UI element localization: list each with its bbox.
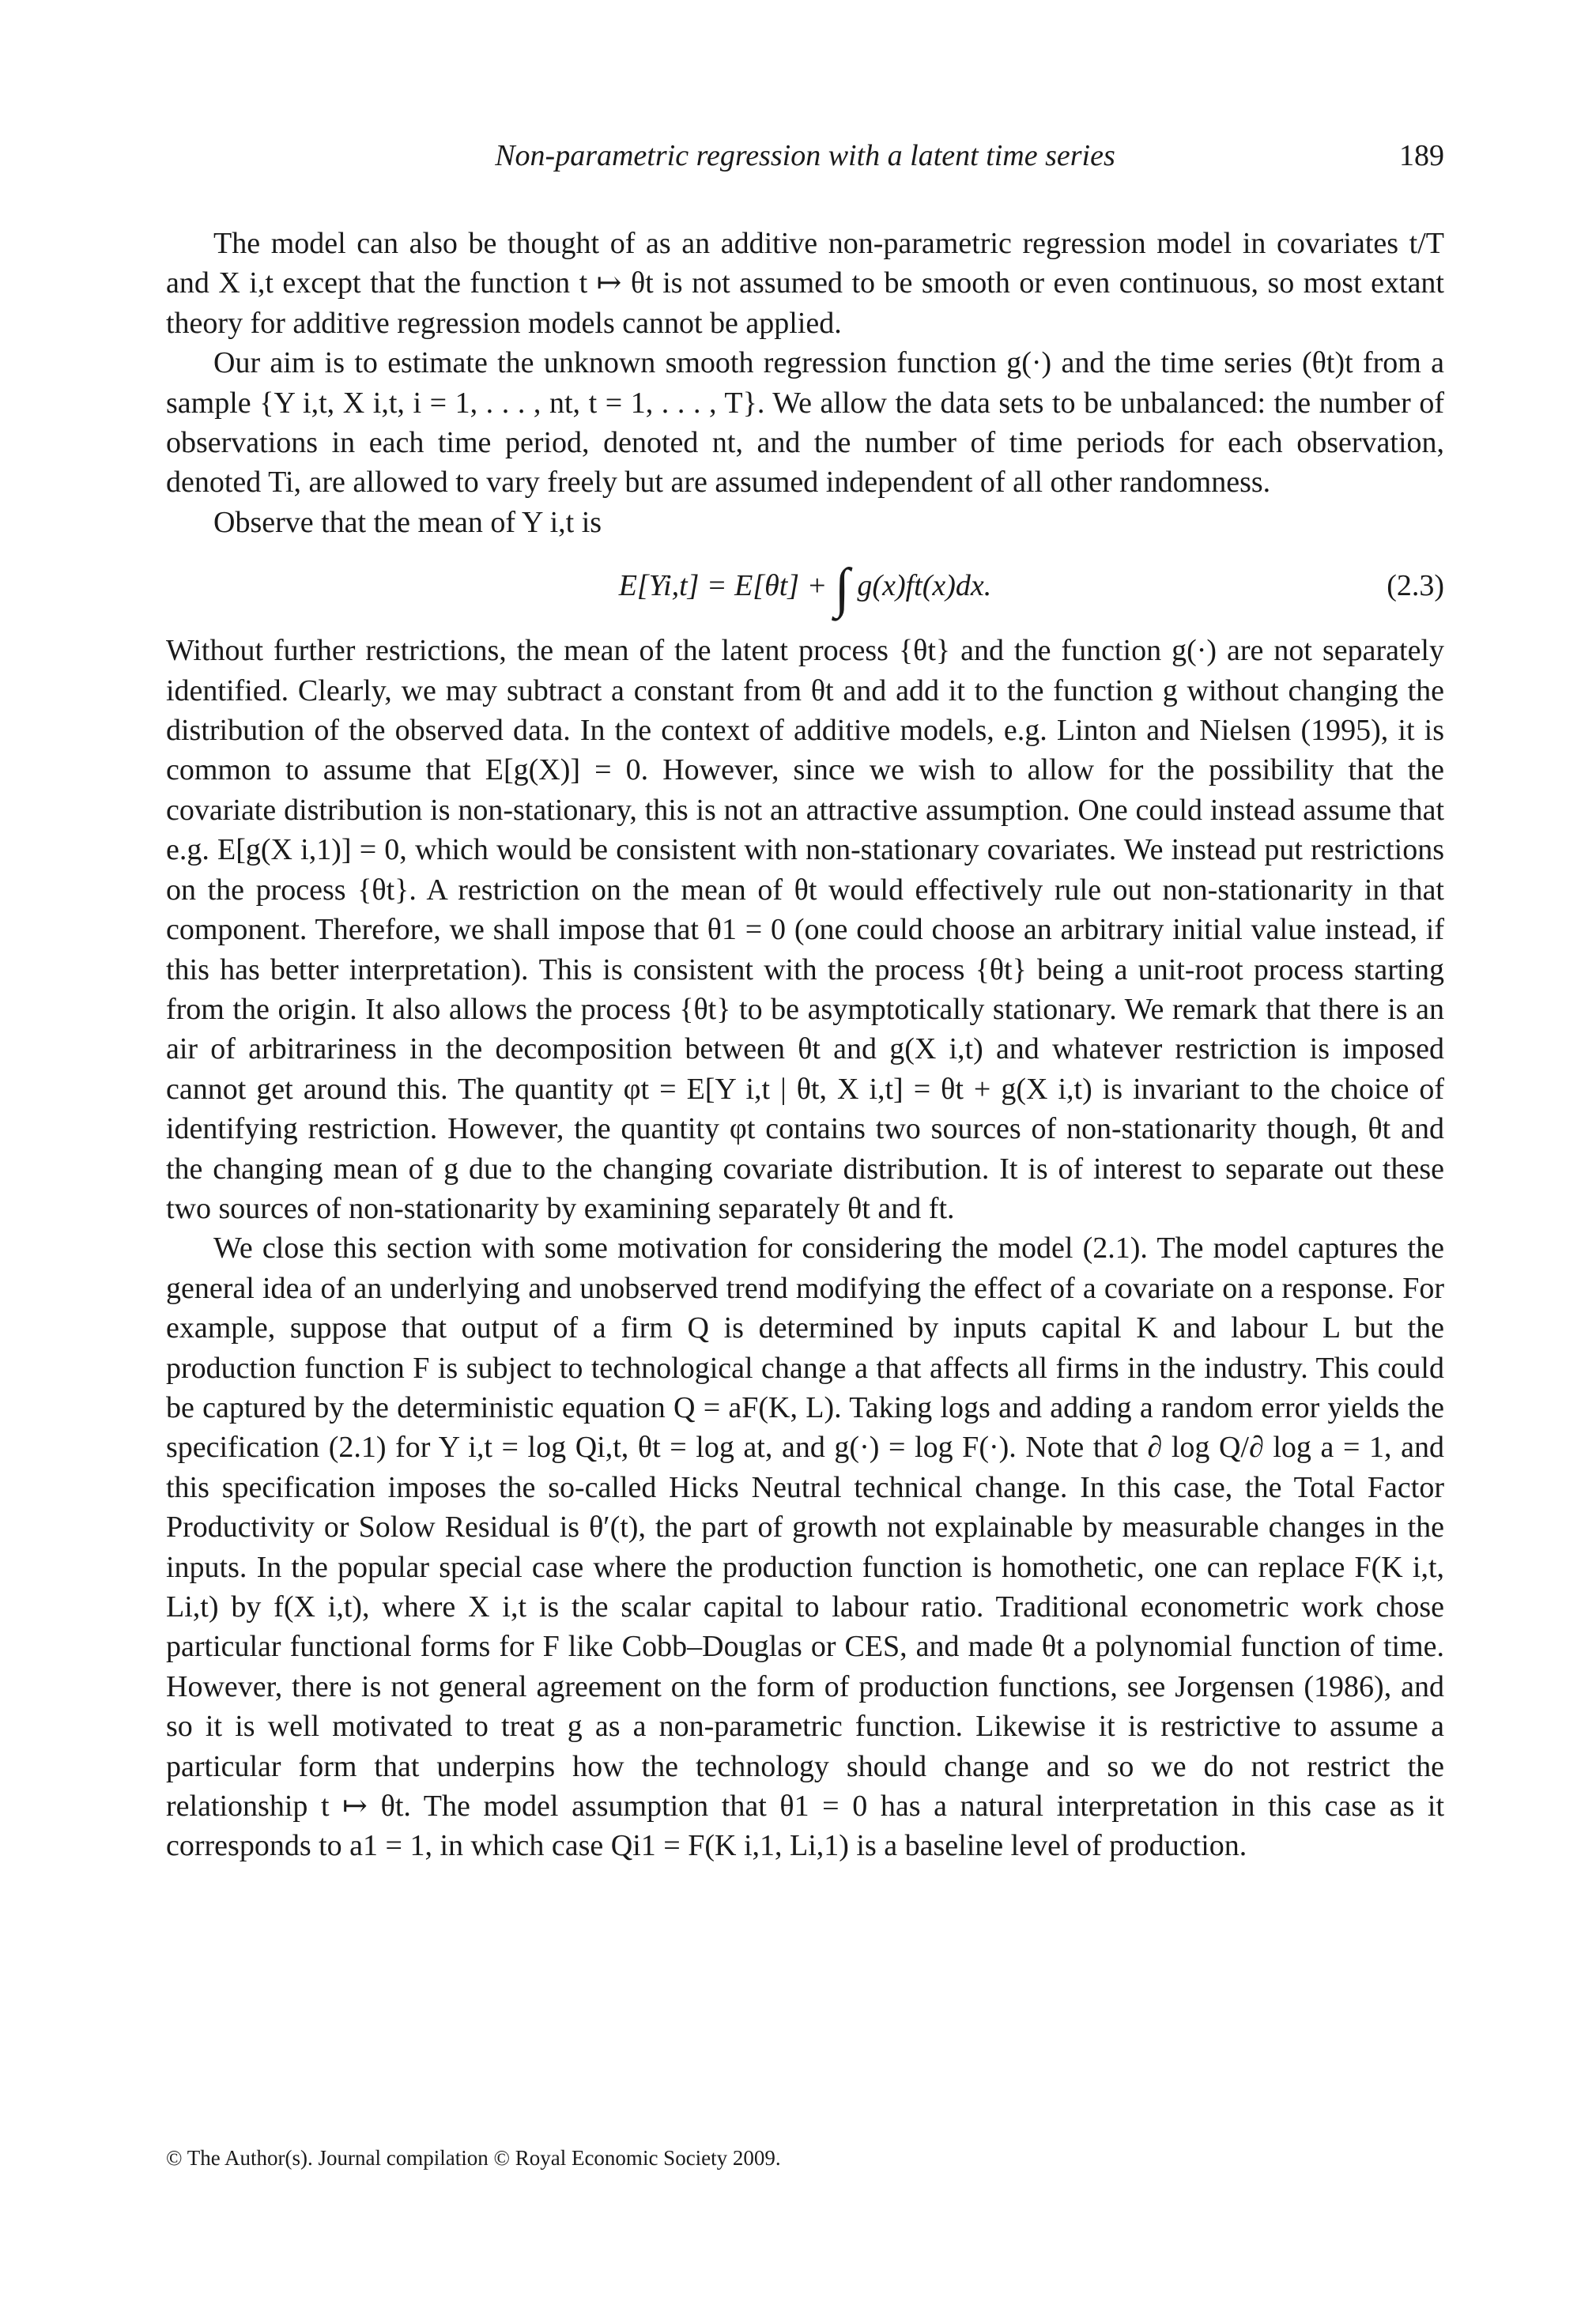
equation-right: g(x)ft(x)dx. [857, 569, 992, 603]
equation-left: E[Yi,t] = E[θt] + [618, 569, 828, 603]
running-title: Non-parametric regression with a latent time series [495, 139, 1115, 172]
paragraph-aim: Our aim is to estimate the unknown smooth regression function g(·) and the time series (θt)t from a sample {Y i,t, X i,t, i = 1, . . . , nt, t = 1, . . . , T}. We allow the data sets to be unbalanced: the number of observations in each time period, denoted nt, and the number of time periods for each observation, denoted Ti, are allowed to vary freely but are assumed independent of all other randomness. [166, 346, 1444, 500]
equation-number: (2.3) [1387, 569, 1444, 603]
paragraph-observe-mean: Observe that the mean of Y i,t is [213, 505, 602, 539]
article-body [166, 224, 1444, 1866]
page-number: 189 [1399, 139, 1444, 172]
paragraph-additive-model: The model can also be thought of as an additive non-parametric regression model in covariates t/T and X i,t except that the function t ↦ θt is not assumed to be smooth or even continuous, so most extant theory for additive regression models cannot be applied. [166, 227, 1444, 340]
paragraph-motivation: We close this section with some motivation for considering the model (2.1). The model captures the general idea of an underlying and unobserved trend modifying the effect of a covariate on a response. For example, suppose that output of a firm Q is determined by inputs capital K and labour L but the production function F is subject to technological change a that affects all firms in the industry. This could be captured by the deterministic equation Q = aF(K, L). Taking logs and adding a random error yields the specification (2.1) for Y i,t = log Qi,t, θt = log at, and g(·) = log F(·). Note that ∂ log Q/∂ log a = 1, and this specification imposes the so-called Hicks Neutral technical change. In this case, the Total Factor Productivity or Solow Residual is θ′(t), the part of growth not explainable by measurable changes in the inputs. In the popular special case where the production function is homothetic, one can replace F(K i,t, Li,t) by f(X i,t), where X i,t is the scalar capital to labour ratio. Traditional econometric work chose particular functional forms for F like Cobb–Douglas or CES, and made θt a polynomial function of time. However, there is not general agreement on the form of production functions, see Jorgensen (1986), and so it is well motivated to treat g as a non-parametric function. Likewise it is restrictive to assume a particular form that underpins how the technology should change and so we do not restrict the relationship t ↦ θt. The model assumption that θ1 = 0 has a natural interpretation in this case as it corresponds to a1 = 1, in which case Qi1 = F(K i,1, Li,1) is a baseline level of production. [166, 1231, 1444, 1863]
page-header [166, 136, 1444, 175]
equation-2-3 [166, 542, 1444, 631]
integral-sign: ∫ [834, 558, 850, 620]
equation-body [166, 558, 1444, 620]
paragraph-identification: Without further restrictions, the mean of the latent process {θt} and the function g(·) are not separately identified. Clearly, we may subtract a constant from θt and add it to the function g without changing the distribution of the observed data. In the context of additive models, e.g. Linton and Nielsen (1995), it is common to assume that E[g(X)] = 0. However, since we wish to allow for the possibility that the covariate distribution is non-stationary, this is not an attractive assumption. One could instead assume that e.g. E[g(X i,1)] = 0, which would be consistent with non-stationary covariates. We instead put restrictions on the process {θt}. A restriction on the mean of θt would effectively rule out non-stationarity in that component. Therefore, we shall impose that θ1 = 0 (one could choose an arbitrary initial value instead, if this has better interpretation). This is consistent with the process {θt} being a unit-root process starting from the origin. It also allows the process {θt} to be asymptotically stationary. We remark that there is an air of arbitrariness in the decomposition between θt and g(X i,t) and whatever restriction is imposed cannot get around this. The quantity φt = E[Y i,t | θt, X i,t] = θt + g(X i,t) is invariant to the choice of identifying restriction. However, the quantity φt contains two sources of non-stationarity though, θt and the changing mean of g due to the changing covariate distribution. It is of interest to separate out these two sources of non-stationarity by examining separately θt and ft. [166, 634, 1444, 1225]
copyright-footer: © The Author(s). Journal compilation © Royal Economic Society 2009. [166, 2146, 781, 2170]
